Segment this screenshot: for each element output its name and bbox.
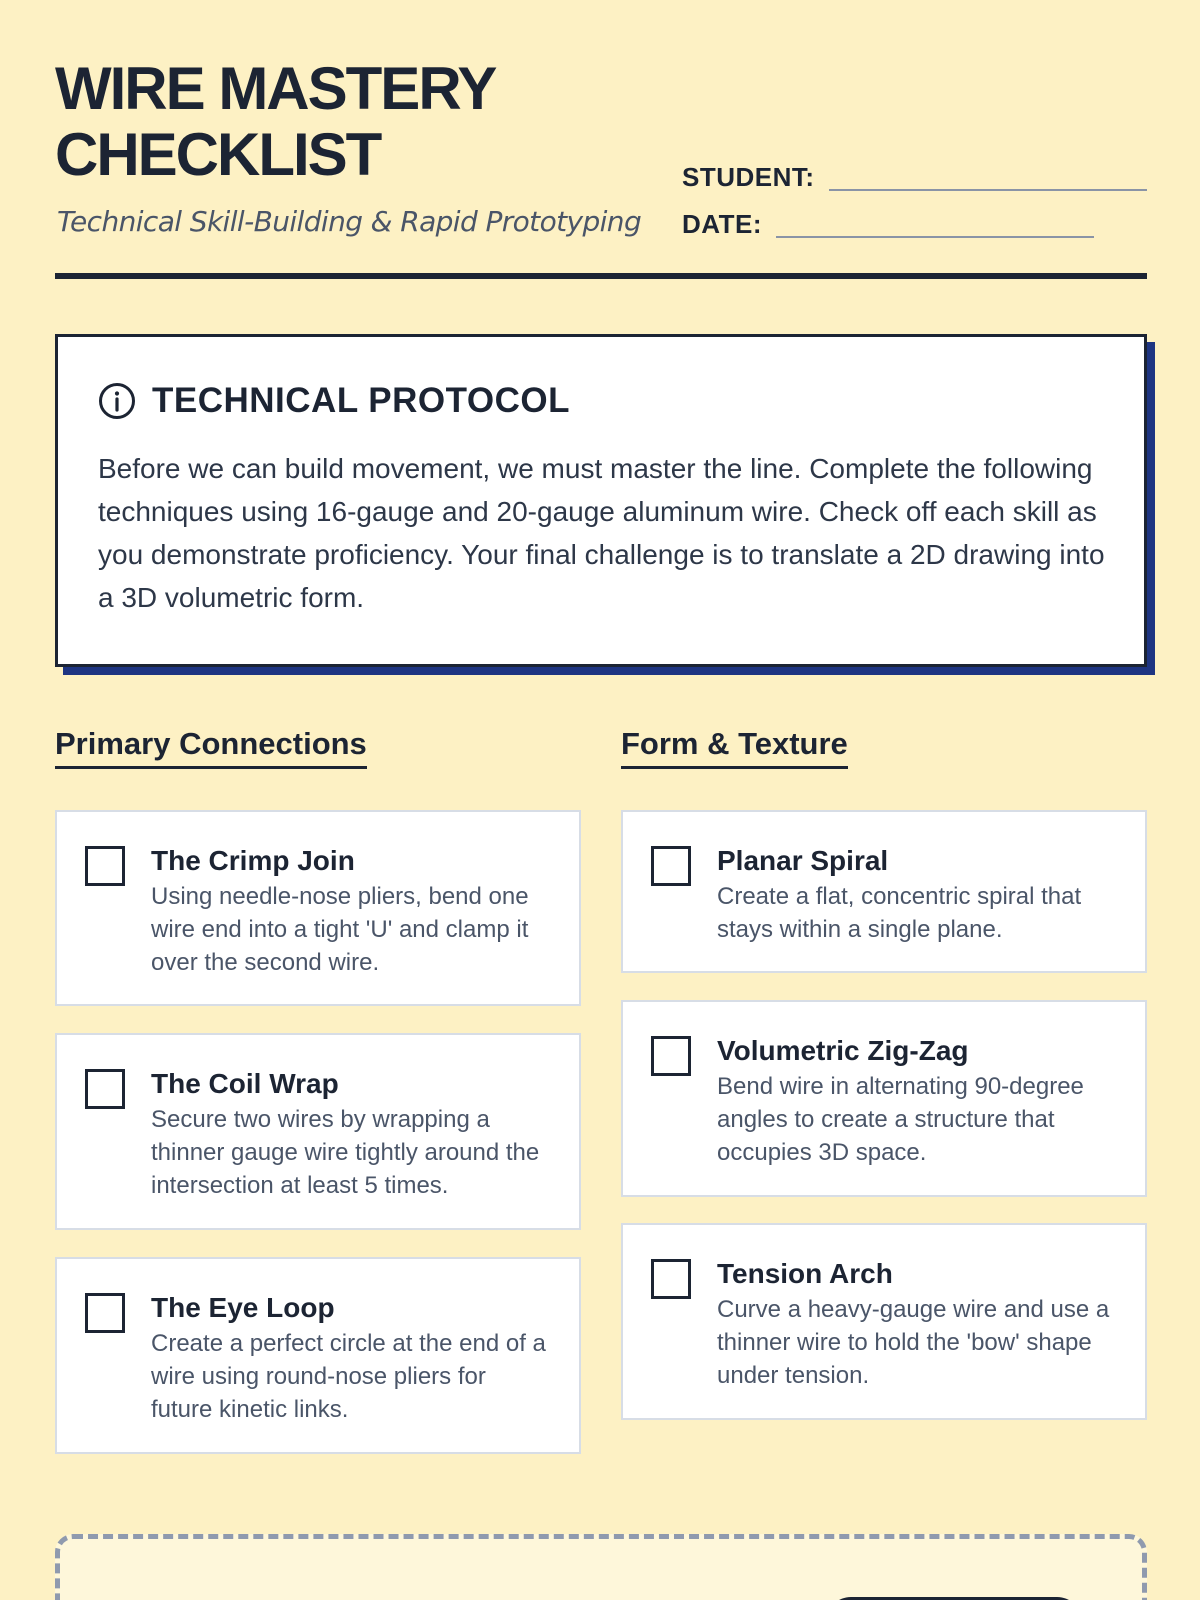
checklist-page bbox=[55, 0, 1147, 1600]
protocol-body: Before we can build movement, we must master the line. Complete the following techniques using 16-gauge and 20-gauge aluminum wire. Check off each skill as you demonstrate proficiency. Your final challenge is to translate a 2D drawing into a 3D volumetric form. bbox=[98, 453, 1105, 613]
skill-description: Create a flat, concentric spiral that stays within a single plane. bbox=[717, 883, 1082, 943]
skill-card-coil-wrap bbox=[55, 1033, 581, 1230]
student-write-line[interactable] bbox=[829, 189, 1147, 191]
skill-description: Using needle-nose pliers, bend one wire end into a tight 'U' and clamp it over the second wire. bbox=[151, 883, 529, 976]
date-field[interactable] bbox=[682, 209, 1094, 240]
protocol-box bbox=[55, 334, 1147, 667]
protocol-title: TECHNICAL PROTOCOL bbox=[152, 381, 570, 420]
skill-card-crimp-join bbox=[55, 810, 581, 1006]
protocol-header bbox=[98, 381, 1104, 421]
skill-checkbox[interactable] bbox=[85, 1069, 125, 1109]
skill-checkbox[interactable] bbox=[85, 846, 125, 886]
page-subtitle: Technical Skill-Building & Rapid Prototyping bbox=[57, 205, 642, 238]
skill-description: Curve a heavy-gauge wire and use a thinner wire to hold the 'bow' shape under tension. bbox=[717, 1296, 1110, 1389]
skill-card-volumetric-zig-zag bbox=[621, 1000, 1147, 1197]
title-line-1: WIRE MASTERY bbox=[55, 55, 496, 122]
skill-checkbox[interactable] bbox=[651, 846, 691, 886]
skill-title: Planar Spiral bbox=[717, 845, 889, 876]
final-challenge-box bbox=[55, 1534, 1147, 1600]
skill-title: Tension Arch bbox=[717, 1258, 893, 1289]
skill-checkbox[interactable] bbox=[651, 1036, 691, 1076]
skill-title: The Coil Wrap bbox=[151, 1068, 339, 1099]
skill-card-eye-loop bbox=[55, 1257, 581, 1454]
student-field[interactable] bbox=[682, 162, 1147, 193]
skill-card-tension-arch bbox=[621, 1223, 1147, 1420]
form-texture-heading: Form & Texture bbox=[621, 726, 848, 769]
skill-checkbox[interactable] bbox=[85, 1293, 125, 1333]
primary-connections-heading: Primary Connections bbox=[55, 726, 367, 769]
skill-title: Volumetric Zig-Zag bbox=[717, 1035, 969, 1066]
skill-description: Secure two wires by wrapping a thinner gauge wire tightly around the intersection at least 5 times. bbox=[151, 1106, 540, 1199]
header-divider bbox=[55, 273, 1147, 279]
skill-title: The Eye Loop bbox=[151, 1292, 335, 1323]
date-label: DATE: bbox=[682, 209, 763, 239]
date-write-line[interactable] bbox=[776, 236, 1094, 238]
skill-description: Create a perfect circle at the end of a wire using round-nose pliers for future kinetic links. bbox=[151, 1330, 546, 1423]
skill-checkbox[interactable] bbox=[651, 1259, 691, 1299]
page-title bbox=[55, 56, 655, 188]
info-icon bbox=[98, 382, 136, 420]
title-line-2: CHECKLIST bbox=[55, 121, 381, 188]
skill-card-planar-spiral bbox=[621, 810, 1147, 973]
student-label: STUDENT: bbox=[682, 162, 815, 192]
skill-title: The Crimp Join bbox=[151, 845, 355, 876]
skill-description: Bend wire in alternating 90-degree angles to create a structure that occupies 3D space. bbox=[717, 1073, 1084, 1166]
